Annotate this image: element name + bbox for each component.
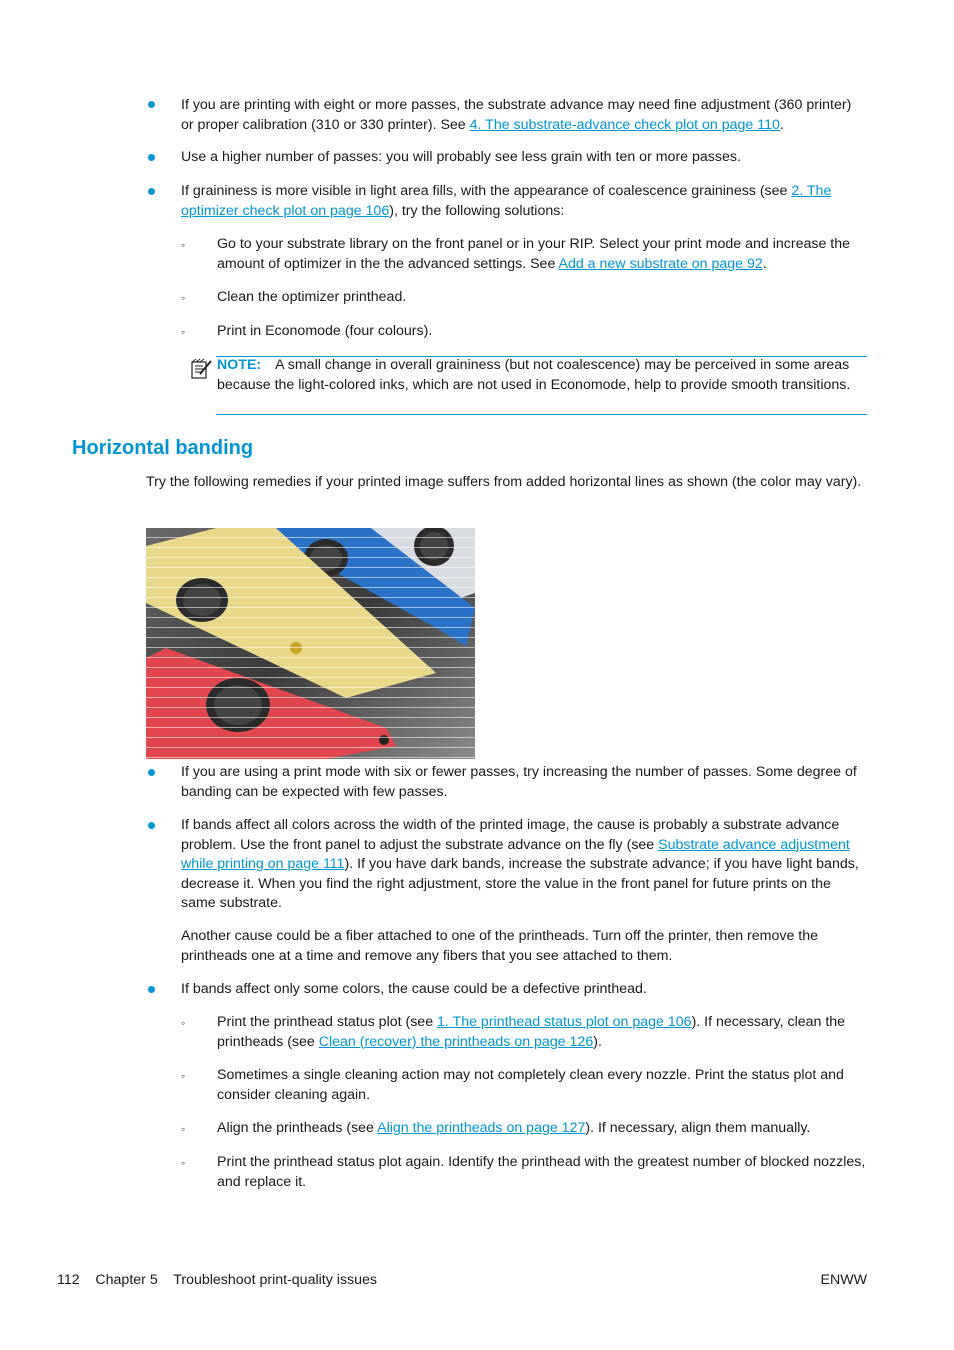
footer-right: ENWW [820,1272,867,1288]
page-footer [57,1271,377,1291]
sub-bullet-ring: ◦ [181,1156,186,1170]
list-item: Print in Economode (four colours). [217,323,433,339]
bullet-dot [148,188,155,195]
chapter-title: Troubleshoot print-quality issues [173,1272,377,1288]
clean-printheads-link[interactable]: Clean (recover) the printheads on page 126 [318,1033,594,1050]
sub-bullet-ring: ◦ [181,1016,186,1030]
substrate-advance-adjustment-link[interactable]: Substrate advance adjustment while printing on page 111 [181,836,850,872]
bullet-dot [148,154,155,161]
bullet-dot [148,986,155,993]
bullet-dot [148,101,155,108]
sub-bullet-ring: ◦ [181,1122,186,1136]
substrate-advance-check-link[interactable]: 4. The substrate-advance check plot on page 110 [469,116,780,133]
section-heading: Horizontal banding [72,437,254,459]
list-item: If bands affect only some colors, the cause could be a defective printhead. [181,981,647,997]
note-label: NOTE: [217,357,262,373]
list-item: Use a higher number of passes: you will probably see less grain with ten or more passes. [181,149,741,165]
list-item-paragraph: Another cause could be a fiber attached to one of the printheads. Turn off the printer, then remove the printheads one at a time and remove any fibers that you see attached to them. [181,928,819,964]
page-number: 112 [57,1272,80,1288]
list-item: If graininess is more visible in light area fills, with the appearance of coalescence graininess (see 2. The optimizer check plot on page 106), try the following solutions: [181,183,832,219]
list-item: If you are using a print mode with six or fewer passes, try increasing the number of passes. Some degree of banding can be expected with few passes. [181,764,857,800]
sub-bullet-ring: ◦ [181,238,186,252]
printhead-status-plot-link[interactable]: 1. The printhead status plot on page 106 [437,1014,692,1030]
bullet-dot [148,822,155,829]
note-icon [190,358,214,380]
chapter-label: Chapter 5 [95,1272,158,1288]
sub-bullet-ring: ◦ [181,291,186,305]
list-item: Sometimes a single cleaning action may not completely clean every nozzle. Print the status plot and consider cleaning again. [217,1067,844,1103]
list-item: Clean the optimizer printhead. [217,289,407,305]
note-body: NOTE: A small change in overall graininess (but not coalescence) may be perceived in some areas because the light-colored inks, which are not used in Economode, help to provide smooth transitions. [217,357,851,393]
optimizer-check-link[interactable]: 2. The optimizer check plot on page 106 [181,183,832,219]
list-item: Go to your substrate library on the front panel or in your RIP. Select your print mode and increase the amount of optimizer in the the advanced settings. See Add a new substrate on page 92. [217,236,850,272]
sub-bullet-ring: ◦ [181,1069,186,1083]
list-item: Print the printhead status plot (see 1. The printhead status plot on page 106). If necessary, clean the printheads (see Clean (recover) the printheads on page 126). [217,1014,846,1050]
bullet-dot [148,769,155,776]
section-intro: Try the following remedies if your printed image suffers from added horizontal lines as shown (the color may vary). [146,474,862,490]
banding-example-image [146,528,475,759]
list-item: If bands affect all colors across the width of the printed image, the cause is probably a substrate advance problem. Use the front panel to adjust the substrate advance on the fly (see Substrate advance adjustment while printing on page 111). If you have dark bands, increase the substrate advance; if you have light bands, decrease it. When you find the right adjustment, store the value in the front panel for future prints on the same substrate. [181,817,859,911]
list-item: If you are printing with eight or more passes, the substrate advance may need fine adjustment (360 printer) or proper calibration (310 or 330 printer). See 4. The substrate-advance check plot on page 110. [181,97,852,133]
list-item: Print the printhead status plot again. Identify the printhead with the greatest number of blocked nozzles, and replace it. [217,1154,866,1190]
align-printheads-link[interactable]: Align the printheads on page 127 [377,1120,586,1136]
add-substrate-link[interactable]: Add a new substrate on page 92 [558,255,763,272]
sub-bullet-ring: ◦ [181,325,186,339]
list-item: Align the printheads (see Align the printheads on page 127). If necessary, align them manually. [217,1120,811,1136]
note-bottom-rule [216,414,867,415]
